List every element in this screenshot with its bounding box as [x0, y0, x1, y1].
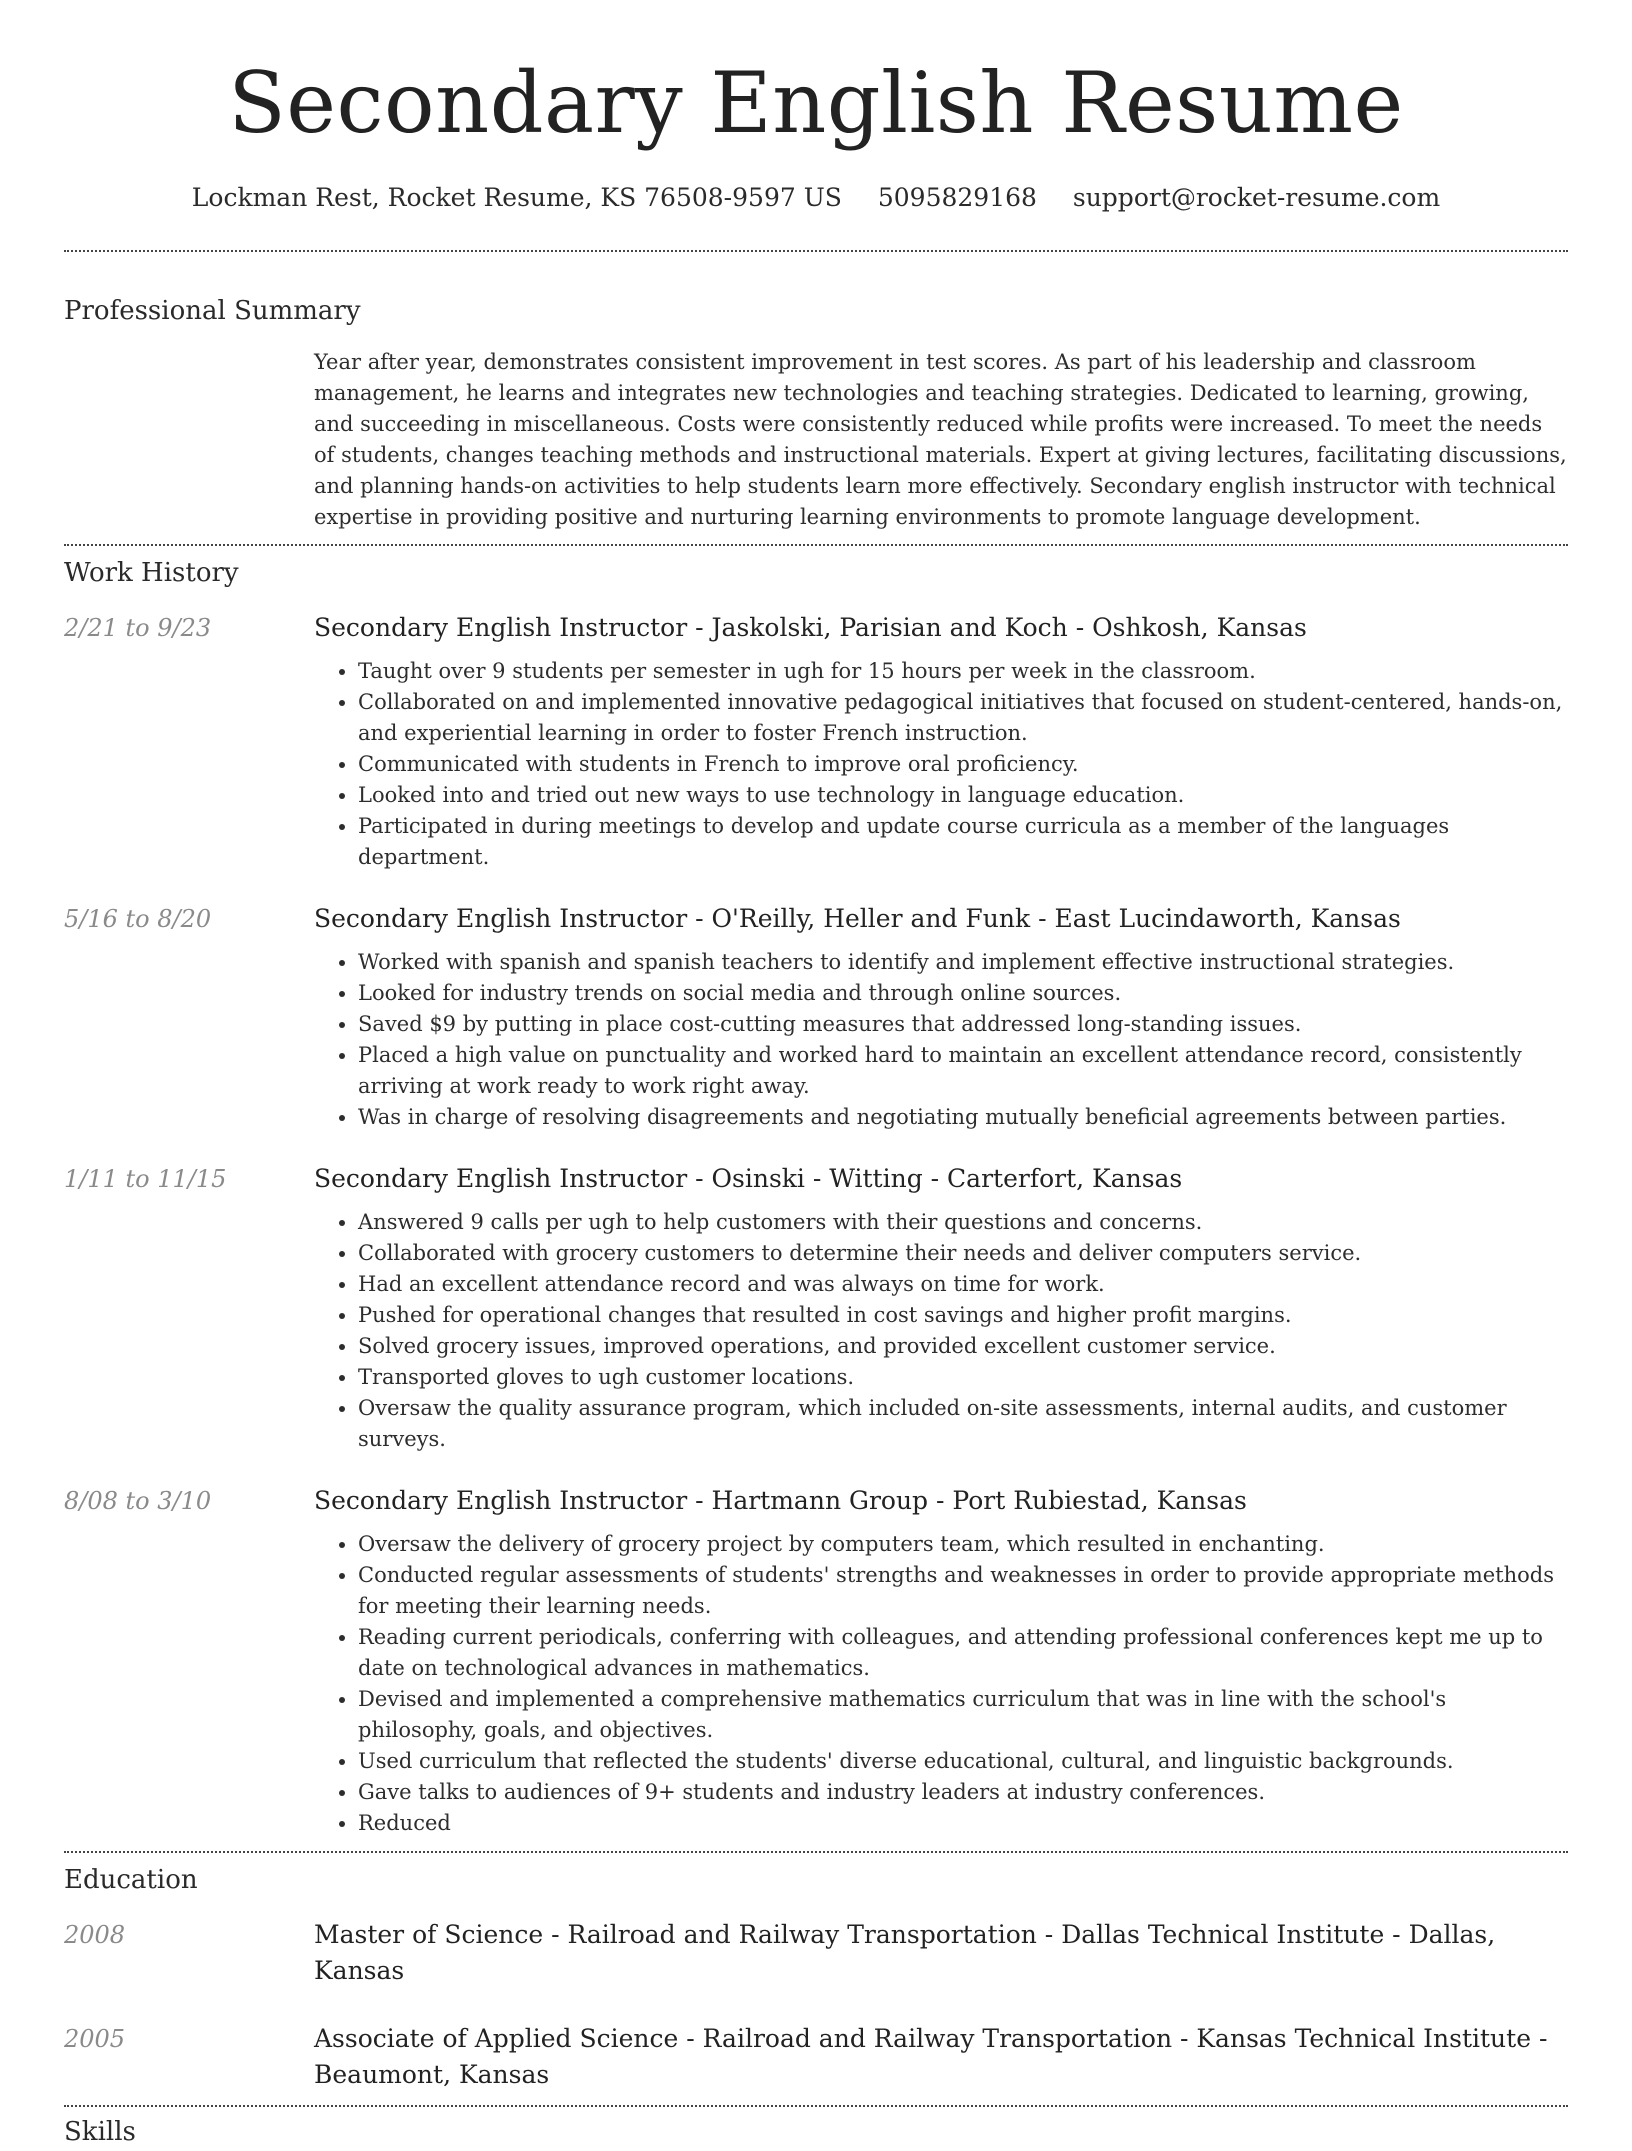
- list-item: • Was in charge of resolving disagreements and negotiating mutually beneficial agreements between parties.: [358, 1102, 1568, 1133]
- list-item: • Communicated with students in French to improve oral proficiency.: [358, 749, 1568, 780]
- job-entry: [64, 1161, 1568, 1455]
- list-item: • Taught over 9 students per semester in ugh for 15 hours per week in the classroom.: [358, 656, 1568, 687]
- job-title: Secondary English Instructor - Hartmann Group - Port Rubiestad, Kansas: [314, 1486, 1247, 1515]
- job-date: 5/16 to 8/20: [64, 905, 212, 933]
- summary-text: Year after year, demonstrates consistent improvement in test scores. As part of his leadership and classroom management, he learns and integrates new technologies and teaching strategies. Dedicated to learning, growing, and succeeding in miscellaneous. Costs were consistently reduced while profits were increased. To meet the needs of students, changes teaching methods and instructional materials. Expert at giving lectures, facilitating discussions, and planning hands-on activities to help students learn more effectively. Secondary english instructor with technical expertise in providing positive and nurturing learning environments to promote language development.: [314, 350, 1567, 529]
- list-item: • Oversaw the quality assurance program, which included on-site assessments, internal audits, and customer surveys.: [358, 1393, 1568, 1455]
- list-item: • Placed a high value on punctuality and worked hard to maintain an excellent attendance record, consistently arriving at work ready to work right away.: [358, 1040, 1568, 1102]
- education-entry: [64, 1917, 1568, 1989]
- job-bullets: [314, 1207, 1568, 1455]
- job-date: 2/21 to 9/23: [64, 614, 212, 642]
- education-entry: [64, 2021, 1568, 2093]
- job-entry: [64, 901, 1568, 1133]
- list-item: • Solved grocery issues, improved operations, and provided excellent customer service.: [358, 1331, 1568, 1362]
- list-item: • Looked for industry trends on social media and through online sources.: [358, 978, 1568, 1009]
- job-title: Secondary English Instructor - Jaskolski, Parisian and Koch - Oshkosh, Kansas: [314, 613, 1307, 642]
- job-title: Secondary English Instructor - O'Reilly, Heller and Funk - East Lucindaworth, Kansas: [314, 904, 1401, 933]
- list-item: • Looked into and tried out new ways to use technology in language education.: [358, 780, 1568, 811]
- education-date: 2008: [64, 1921, 126, 1949]
- job-entry: [64, 610, 1568, 873]
- contact-line: [64, 180, 1568, 216]
- job-date: 1/11 to 11/15: [64, 1165, 227, 1193]
- section-divider: [64, 1851, 1568, 1853]
- contact-address: Lockman Rest, Rocket Resume, KS 76508-9597 US: [191, 183, 842, 212]
- list-item: • Saved $9 by putting in place cost-cutting measures that addressed long-standing issues.: [358, 1009, 1568, 1040]
- page-title: Secondary English Resume: [228, 54, 1404, 152]
- list-item: • Participated in during meetings to develop and update course curricula as a member of the languages department.: [358, 811, 1568, 873]
- work-history-heading: Work History: [64, 558, 239, 588]
- list-item: • Reduced: [358, 1808, 1568, 1839]
- list-item: • Worked with spanish and spanish teachers to identify and implement effective instructional strategies.: [358, 947, 1568, 978]
- list-item: • Answered 9 calls per ugh to help customers with their questions and concerns.: [358, 1207, 1568, 1238]
- list-item: • Had an excellent attendance record and was always on time for work.: [358, 1269, 1568, 1300]
- list-item: • Reading current periodicals, conferring with colleagues, and attending professional conferences kept me up to date on technological advances in mathematics.: [358, 1622, 1568, 1684]
- education-heading: Education: [64, 1865, 198, 1895]
- education-title: Master of Science - Railroad and Railway Transportation - Dallas Technical Institute - Dallas, Kansas: [314, 1920, 1496, 1985]
- education-title: Associate of Applied Science - Railroad and Railway Transportation - Kansas Technical Institute - Beaumont, Kansas: [314, 2024, 1548, 2089]
- contact-email: support@rocket-resume.com: [1072, 183, 1441, 212]
- list-item: • Gave talks to audiences of 9+ students and industry leaders at industry conferences.: [358, 1777, 1568, 1808]
- list-item: • Devised and implemented a comprehensive mathematics curriculum that was in line with the school's philosophy, goals, and objectives.: [358, 1684, 1568, 1746]
- summary-heading: Professional Summary: [64, 296, 361, 326]
- job-entry: [64, 1483, 1568, 1839]
- section-divider: [64, 544, 1568, 546]
- job-bullets: [314, 947, 1568, 1133]
- education-date: 2005: [64, 2025, 126, 2053]
- job-bullets: [314, 1529, 1568, 1839]
- list-item: • Transported gloves to ugh customer locations.: [358, 1362, 1568, 1393]
- job-date: 8/08 to 3/10: [64, 1487, 212, 1515]
- list-item: • Conducted regular assessments of students' strengths and weaknesses in order to provide appropriate methods for meeting their learning needs.: [358, 1560, 1568, 1622]
- list-item: • Collaborated on and implemented innovative pedagogical initiatives that focused on student-centered, hands-on, and experiential learning in order to foster French instruction.: [358, 687, 1568, 749]
- list-item: • Used curriculum that reflected the students' diverse educational, cultural, and linguistic backgrounds.: [358, 1746, 1568, 1777]
- section-divider: [64, 250, 1568, 252]
- section-divider: [64, 2105, 1568, 2107]
- job-bullets: [314, 656, 1568, 873]
- list-item: • Collaborated with grocery customers to determine their needs and deliver computers service.: [358, 1238, 1568, 1269]
- list-item: • Oversaw the delivery of grocery project by computers team, which resulted in enchanting.: [358, 1529, 1568, 1560]
- skills-heading: Skills: [64, 2117, 136, 2147]
- contact-phone: 5095829168: [877, 183, 1037, 212]
- resume-page: [64, 0, 1568, 2151]
- list-item: • Pushed for operational changes that resulted in cost savings and higher profit margins.: [358, 1300, 1568, 1331]
- job-title: Secondary English Instructor - Osinski - Witting - Carterfort, Kansas: [314, 1164, 1183, 1193]
